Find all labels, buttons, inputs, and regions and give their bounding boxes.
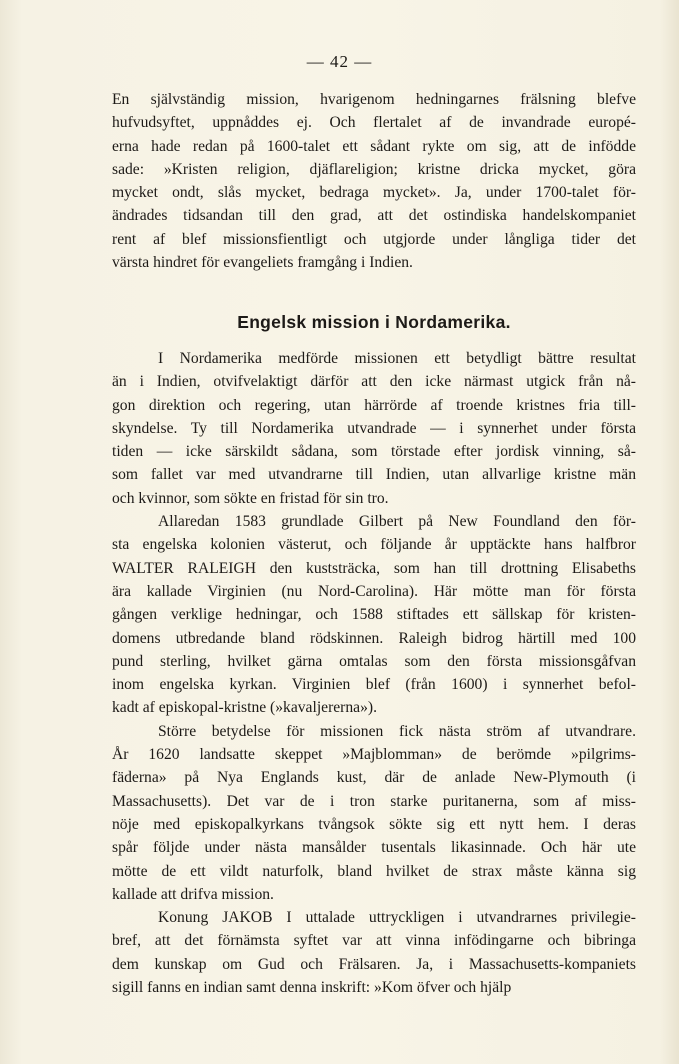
text-line: skyndelse. Ty till Nordamerika utvandrade — i synnerhet under första — [112, 419, 636, 437]
text-line: dem kunskap om Gud och Frälsaren. Ja, i Massachusetts-kompaniets — [112, 955, 636, 973]
text-line: som fallet var med utvandrarne till Indien, utan allvarlige kristne män — [112, 466, 636, 484]
text-line: I Nordamerika medförde missionen ett betydligt bättre resultat — [158, 350, 636, 367]
text-line: än i Indien, otvifvelaktigt därför att den icke närmast utgick från nå- — [112, 373, 636, 391]
paragraph-body — [112, 347, 636, 999]
text-line: och kvinnor, som sökte en fristad för sin tro. — [112, 489, 389, 507]
text-line: hufvudsyftet, uppnåddes ej. Och flertalet af de invandrade europé- — [112, 114, 636, 132]
text-line: bref, att det förnämsta syftet var att vinna infödingarne och bibringa — [112, 932, 636, 950]
text-line: värsta hindret för evangeliets framgång i Indien. — [112, 254, 413, 272]
text-line: mycket ondt, slås mycket, bedraga mycket». Ja, under 1700-talet för- — [112, 184, 636, 202]
section-heading: Engelsk mission i Nordamerika. — [237, 312, 511, 332]
text-line: gon direktion och regering, utan härrörde af troende kristnes fria till- — [112, 396, 636, 414]
text-line: nöje med episkopalkyrkans tvångsok sökte sig ett nytt hem. I deras — [112, 815, 636, 833]
text-line: Konung JAKOB I uttalade uttryckligen i utvandrarnes privilegie- — [158, 909, 636, 927]
text-line: Allaredan 1583 grundlade Gilbert på New Foundland den för- — [158, 513, 636, 531]
text-line: ändrades tidsandan till den grad, att det ostindiska handelskompaniet — [112, 207, 636, 225]
text-line: sigill fanns en indian samt denna inskrift: »Kom öfver och hjälp — [112, 979, 512, 997]
text-line: ära kallade Virginien (nu Nord-Carolina). Här mötte man för första — [112, 582, 636, 600]
text-line: gången verklige hedningar, och 1588 stiftades ett sällskap för kristen- — [112, 606, 636, 624]
text-line: År 1620 landsatte skeppet »Majblomman» de berömde »pilgrims- — [112, 746, 636, 764]
text-line: Större betydelse för missionen fick nästa ström af utvandrare. — [158, 722, 636, 740]
text-line: erna hade redan på 1600-talet ett sådant rykte om sig, att de infödde — [112, 137, 636, 155]
text-line: rent af blef missionsfientligt och utgjorde under långliga tider det — [112, 230, 636, 248]
page-number: — 42 — — [306, 52, 373, 71]
text-line: Massachusetts). Det var de i tron starke puritanerna, som af miss- — [112, 792, 636, 810]
text-line: sta engelska kolonien västerut, och följande år upptäckte hans halfbror — [112, 536, 636, 554]
text-line: fäderna» på Nya Englands kust, där de anlade New-Plymouth (i — [112, 769, 636, 787]
text-line: sade: »Kristen religion, djäflareligion; kristne dricka mycket, göra — [112, 160, 636, 178]
text-line: mötte de ett vildt naturfolk, bland hvilket de strax måste känna sig — [112, 862, 636, 880]
paragraph-intro — [112, 88, 636, 274]
text-line: pund sterling, hvilket gärna omtalas som den första missionsgåfvan — [112, 652, 636, 670]
text-line: En självständig mission, hvarigenom hedningarnes frälsning blefve — [112, 91, 636, 108]
text-line: tiden — icke särskildt sådana, som törstade efter jordisk vinning, så- — [112, 443, 636, 461]
text-line: inom engelska kyrkan. Virginien blef (från 1600) i synnerhet befol- — [112, 676, 636, 694]
text-line: spår följde under nästa mansålder tusentals likasinnade. Och här ute — [112, 839, 636, 857]
text-line: kallade att drifva mission. — [112, 885, 274, 903]
text-line: domens utbredande bland rödskinnen. Raleigh bidrog härtill med 100 — [112, 629, 636, 647]
text-line: kadt af episkopal-kristne (»kavaljererna»). — [112, 699, 377, 717]
text-line: WALTER RALEIGH den kuststräcka, som han till drottning Elisabeths — [112, 559, 636, 577]
